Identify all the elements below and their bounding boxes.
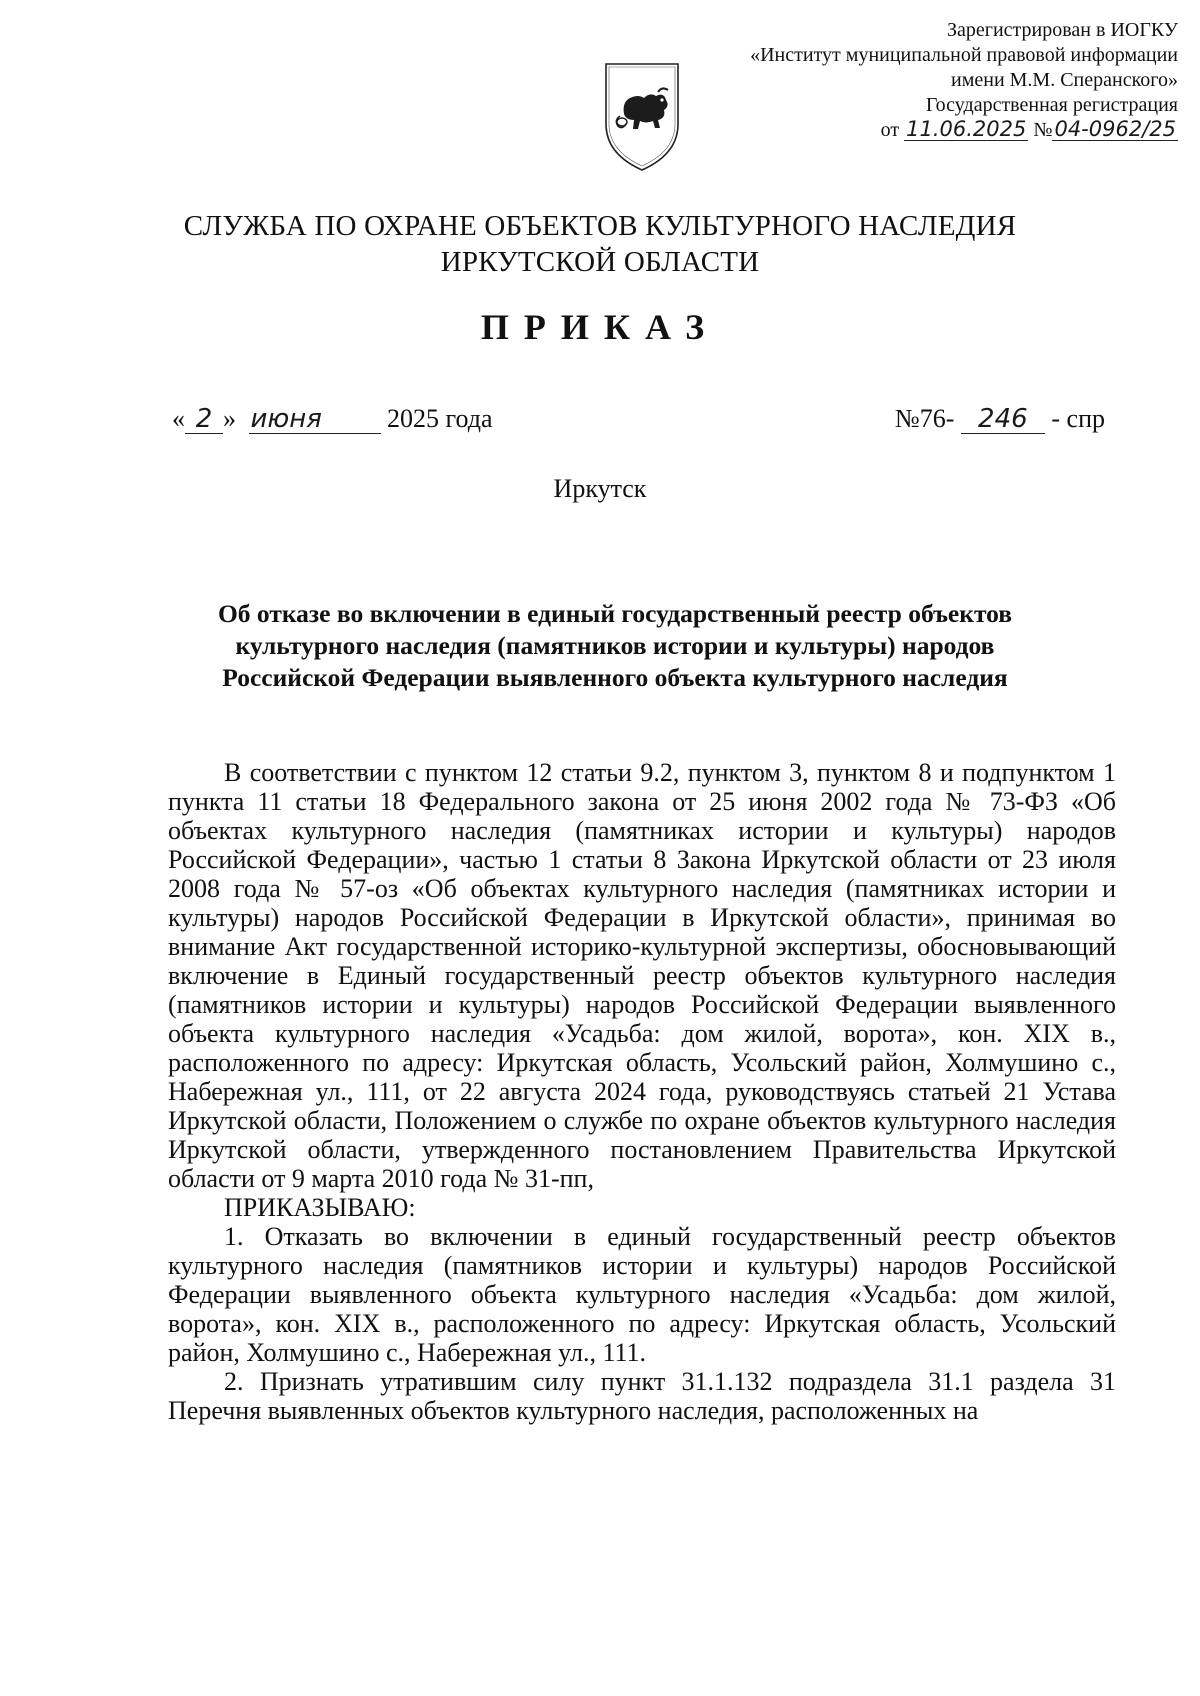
order-day-handwritten: 2 — [185, 405, 223, 434]
date-quote-open: « — [172, 404, 185, 433]
order-word: ПРИКАЗЫВАЮ: — [224, 1193, 416, 1222]
registration-line-4: Государственная регистрация — [925, 94, 1178, 116]
order-date — [172, 404, 493, 434]
document-type-title: ПРИКАЗ — [480, 307, 720, 347]
order-subject — [140, 598, 1090, 694]
registration-line-2: «Институт муниципальной правовой информации — [750, 44, 1178, 66]
order-item-1: 1. Отказать во включении в единый государственный реестр объектов культурного наследия (памятников истории и культуры) народов Российской Федерации выявленного объекта культурного наследия «Усадьба: дом жилой, ворота», кон. XIX в., расположенного по адресу: Иркутская область, Усольский район, Холмушино с., Набережная ул., 111. — [168, 1222, 1116, 1367]
order-number-handwritten: 246 — [961, 405, 1045, 434]
order-year: 2025 года — [387, 404, 493, 433]
order-item-2: 2. Признать утратившим силу пункт 31.1.132 подраздела 31.1 раздела 31 Перечня выявленных объектов культурного наследия, расположенных на — [168, 1367, 1116, 1425]
order-number-suffix: - спр — [1051, 404, 1105, 433]
organization-line-1: СЛУЖБА ПО ОХРАНЕ ОБЪЕКТОВ КУЛЬТУРНОГО НАСЛЕДИЯ — [183, 210, 1017, 242]
organization-name — [0, 208, 1200, 280]
registration-date-handwritten: 11.06.2025 — [906, 117, 1027, 141]
organization-line-2: ИРКУТСКОЙ ОБЛАСТИ — [440, 246, 760, 278]
registration-date-prefix: от — [880, 119, 900, 141]
registration-stamp — [618, 18, 1178, 143]
subject-line-2: культурного наследия (памятников истории и культуры) народов — [235, 631, 995, 660]
date-quote-close: » — [223, 404, 236, 433]
subject-line-1: Об отказе во включении в единый государственный реестр объектов — [217, 599, 1013, 628]
order-month-handwritten: июня — [249, 405, 381, 434]
order-number-prefix: №76- — [894, 404, 955, 433]
registration-number-handwritten: 04-0962/25 — [1054, 117, 1176, 141]
registration-date-row — [618, 118, 1178, 143]
preamble-paragraph: В соответствии с пунктом 12 статьи 9.2, пунктом 3, пунктом 8 и подпунктом 1 пункта 11 статьи 18 Федерального закона от 25 июня 2002 года № 73-ФЗ «Об объектах культурного наследия (памятниках истории и культуры) народов Российской Федерации», частью 1 статьи 8 Закона Иркутской области от 23 июля 2008 года № 57-оз «Об объектах культурного наследия (памятниках истории и культуры) народов Российской Федерации в Иркутской области», принимая во внимание Акт государственной историко-культурной экспертизы, обосновывающий включение в Единый государственный реестр объектов культурного наследия (памятников истории и культуры) народов Российской Федерации выявленного объекта культурного наследия «Усадьба: дом жилой, ворота», кон. XIX в., расположенного по адресу: Иркутская область, Усольский район, Холмушино с., Набережная ул., 111, от 22 августа 2024 года, руководствуясь статьей 21 Устава Иркутской области, Положением о службе по охране объектов культурного наследия Иркутской области, утвержденного постановлением Правительства Иркутской области от 9 марта 2010 года № 31-пп, — [168, 758, 1116, 1193]
order-number — [895, 404, 1105, 434]
order-city: Иркутск — [553, 474, 647, 503]
subject-line-3: Российской Федерации выявленного объекта культурного наследия — [222, 663, 1008, 692]
order-body — [168, 758, 1116, 1425]
registration-line-1: Зарегистрирован в ИОГКУ — [947, 19, 1178, 41]
registration-number-prefix: № — [1033, 119, 1053, 141]
registration-line-3: имени М.М. Сперанского» — [951, 69, 1178, 91]
